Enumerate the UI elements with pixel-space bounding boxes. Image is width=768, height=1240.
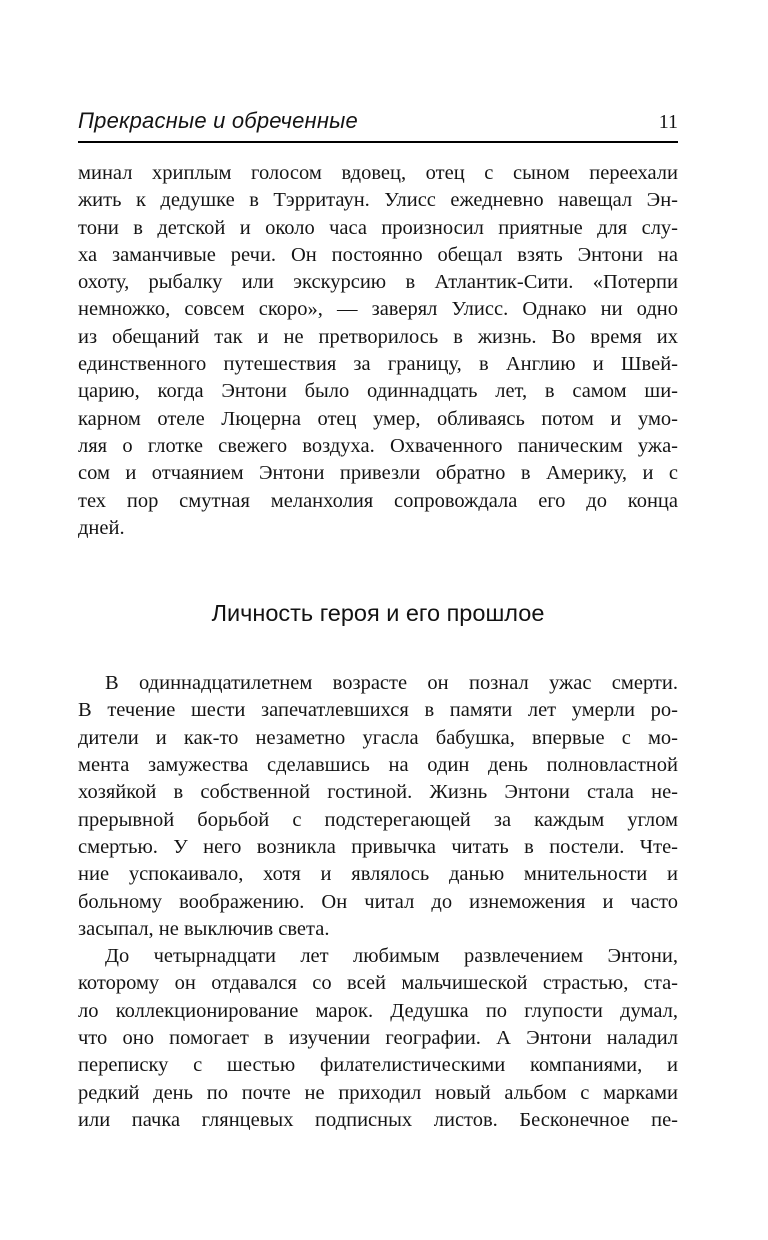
text-line: мента замужества сделавшись на один день полновластной — [78, 754, 678, 777]
text-line: царию, когда Энтони было одиннадцать лет, в самом ши- — [78, 380, 678, 403]
text-line: В течение шести запечатлевшихся в памяти лет умерли ро- — [78, 699, 678, 722]
text-line: До четырнадцати лет любимым развлечением Энтони, — [105, 945, 678, 968]
paragraph — [78, 670, 678, 943]
text-line: что оно помогает в изучении географии. А Энтони наладил — [78, 1027, 678, 1050]
paragraph — [78, 160, 678, 542]
running-header — [78, 108, 678, 143]
section-heading: Личность героя и его прошлое — [211, 600, 545, 627]
text-line: охоту, рыбалку или экскурсию в Атлантик-Сити. «Потерпи — [78, 271, 678, 294]
running-title: Прекрасные и обреченные — [78, 108, 358, 133]
text-line: ха заманчивые речи. Он постоянно обещал взять Энтони на — [78, 243, 678, 266]
page-number: 11 — [658, 111, 678, 133]
text-line: жить к дедушке в Тэрритаун. Улисс ежедневно навещал Эн- — [78, 189, 678, 212]
text-line: смертью. У него возникла привычка читать в постели. Чте- — [78, 835, 678, 858]
text-line: немножко, совсем скоро», — заверял Улисс. Однако ни одно — [78, 298, 678, 321]
text-line: из обещаний так и не претворилось в жизнь. Во время их — [78, 325, 678, 348]
text-line: единственного путешествия за границу, в Англию и Швей- — [78, 353, 678, 376]
text-column — [78, 160, 678, 1134]
text-line: или пачка глянцевых подписных листов. Бесконечное пе- — [78, 1108, 678, 1131]
text-line: ляя о глотке свежего воздуха. Охваченного паническим ужа- — [78, 434, 678, 457]
text-line: тех пор смутная меланхолия сопровождала его до конца — [78, 489, 678, 512]
text-line: тони в детской и около часа произносил приятные для слу- — [78, 216, 678, 239]
text-line: ло коллекционирование марок. Дедушка по глупости думал, — [78, 999, 678, 1022]
text-line: которому он отдавался со всей мальчишеской страстью, ста- — [78, 972, 678, 995]
text-line: засыпал, не выключив света. — [78, 917, 330, 940]
text-line: карном отеле Люцерна отец умер, обливаясь потом и умо- — [78, 407, 678, 430]
text-line: дители и как-то незаметно угасла бабушка, впервые с мо- — [78, 726, 678, 749]
text-line: хозяйкой в собственной гостиной. Жизнь Энтони стала не- — [78, 781, 678, 804]
text-line: ние успокаивало, хотя и являлось данью мнительности и — [78, 863, 678, 886]
text-line: минал хриплым голосом вдовец, отец с сыном переехали — [78, 162, 678, 184]
text-line: В одиннадцатилетнем возрасте он познал ужас смерти. — [105, 672, 678, 695]
text-line: дней. — [78, 516, 125, 539]
text-line: сом и отчаянием Энтони привезли обратно в Америку, и с — [78, 462, 678, 485]
text-line: переписку с шестью филателистическими компаниями, и — [78, 1054, 678, 1077]
text-line: прерывной борьбой с подстерегающей за каждым углом — [78, 808, 678, 831]
text-line: больному воображению. Он читал до изнеможения и часто — [78, 890, 678, 913]
text-line: редкий день по почте не приходил новый альбом с марками — [78, 1081, 678, 1104]
paragraph — [78, 943, 678, 1134]
